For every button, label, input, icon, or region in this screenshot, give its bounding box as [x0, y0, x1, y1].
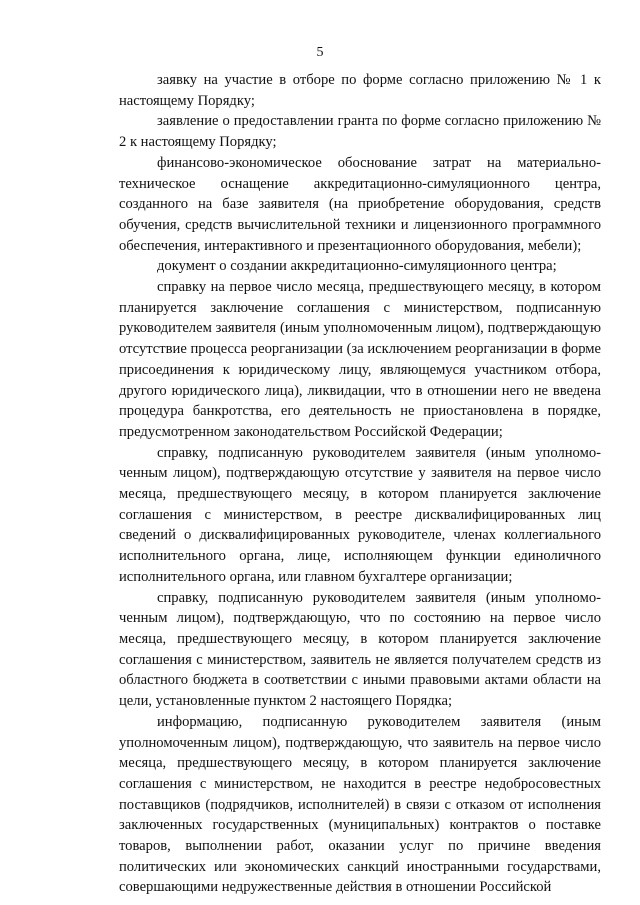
paragraph-reorganization-certificate: справку на первое число месяца, предшествующего месяцу, в котором планируется заключение соглашения с министерством, подписанную руководителем заявителя (иным уполномоченным лицом), подтверждающую отсутствие процесса реорганизации (за исключением реорганизации в форме присоединения к юридическому лицу, являющемуся участником отбора, другого юридического лица), ликвидации, что в отношении него не введена процедура банкротства, его деятельность не приостановлена в порядке, предусмотренном законодательством Российской Федерации;	[119, 279, 601, 440]
document-body	[119, 70, 601, 898]
paragraph-grant-statement: заявление о предоставлении гранта по форме согласно приложению № 2 к настоящему Порядку;	[119, 113, 601, 151]
paragraph-application-form: заявку на участие в отборе по форме согласно приложению № 1 к настоящему Порядку;	[119, 72, 601, 109]
paragraph-financial-justification: финансово-экономическое обоснование затрат на материально-техническое оснащение аккредитационно-симуляционного центра, созданного на базе заявителя (на приобретение оборудования, средств обучения, средств вычислительной техники и лицензионного программного обеспечения, интерактивного и презентационного оборудования, мебели);	[119, 154, 601, 254]
paragraph-unscrupulous-suppliers-info: информацию, подписанную руководителем заявителя (иным уполномоченным лицом), подтверждающую, что заявитель на первое число месяца, предшествующего месяцу, в котором планируется заключение соглашения с министерством, не находится в реестре недобросовестных поставщиков (подрядчиков, исполнителей) в связи с отказом от исполнения заключенных государственных (муниципальных) контрактов о поставке товаров, выполнении работ, оказании услуг по причине введения политических или экономических санкций иностранными государствами, совершающими недружественные действия в отношении Российской	[119, 713, 601, 896]
paragraph-disqualification-certificate: справку, подписанную руководителем заявителя (иным уполномоченным лицом), подтверждающую отсутствие у заявителя на первое число месяца, предшествующего месяцу, в котором планируется заключение соглашения с министерством, в реестре дисквалифицированных лиц сведений о дисквалифицированных руководителе, членах коллегиального исполнительного органа, лице, исполняющем функции единоличного исполнительного органа, или главном бухгалтере организации;	[119, 444, 601, 585]
paragraph-budget-funds-certificate: справку, подписанную руководителем заявителя (иным уполномоченным лицом), подтверждающую, что по состоянию на первое число месяца, предшествующего месяцу, в котором планируется заключение соглашения с министерством, заявитель не является получателем средств из областного бюджета в соответствии с иными правовыми актами области на цели, установленные пунктом 2 настоящего Порядка;	[119, 589, 601, 710]
paragraph-center-document: документ о создании аккредитационно-симуляционного центра;	[157, 258, 557, 275]
page-number: 5	[316, 45, 324, 60]
